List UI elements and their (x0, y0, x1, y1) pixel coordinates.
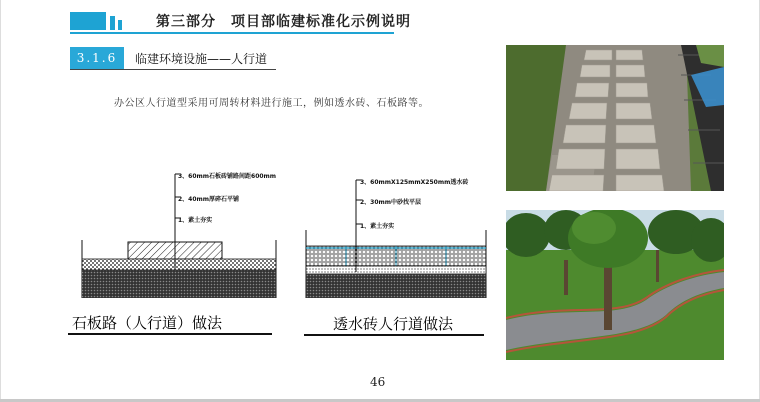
stone-layer-label-2: 2、40mm厚碎石平铺 (178, 196, 240, 203)
stone-caption-underline (68, 333, 272, 335)
page-border-left (0, 0, 1, 402)
section-underline (70, 69, 276, 70)
brick-caption-underline (304, 334, 484, 336)
stone-path-diagram (78, 160, 278, 310)
stone-path-section-drawing (78, 160, 278, 310)
brick-layer-label-3: 3、60mmX125mmX250mm透水砖 (360, 179, 469, 186)
stone-layer-label-3: 3、60mm石板砖铺路间距600mm (178, 173, 277, 180)
permeable-brick-caption: 透水砖人行道做法 (333, 315, 454, 333)
stone-path-caption: 石板路（人行道）做法 (72, 314, 223, 332)
curved-walkway-photo (506, 210, 724, 360)
header-underline (70, 32, 394, 34)
section-number-badge: 3.1.6 (70, 47, 124, 69)
page-number: 46 (370, 375, 386, 389)
brick-layer-label-1: 1、素土夯实 (360, 223, 395, 230)
permeable-brick-diagram (300, 160, 500, 310)
intro-text: 办公区人行道型采用可周转材料进行施工，例如透水砖、石板路等。 (114, 98, 429, 109)
section-title: 临建环境设施——人行道 (135, 52, 268, 66)
stone-layer-label-1: 1、素土夯实 (178, 217, 213, 224)
brick-layer-label-2: 2、30mm中砂找平层 (360, 199, 422, 206)
stepping-stone-path-photo (506, 45, 724, 191)
page-title: 第三部分 项目部临建标准化示例说明 (156, 14, 411, 30)
